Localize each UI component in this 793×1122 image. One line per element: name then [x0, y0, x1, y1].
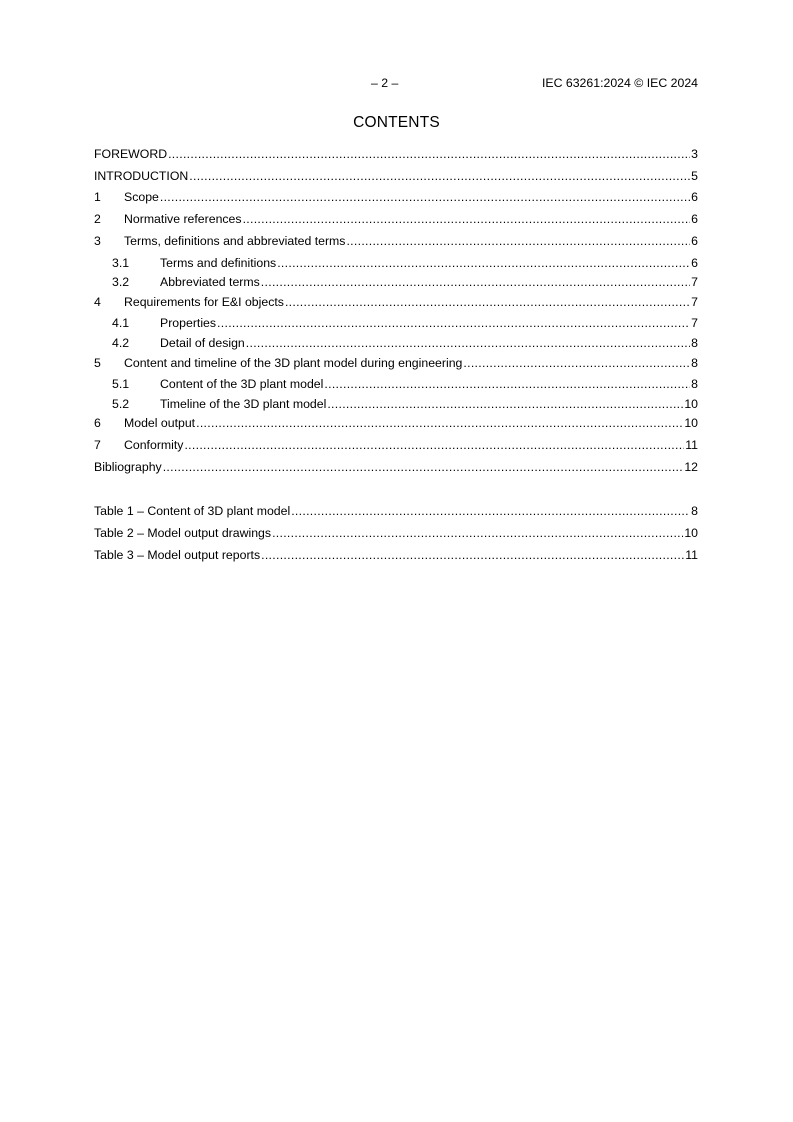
page-header	[94, 76, 698, 92]
toc-entry-model-output[interactable]: 6 Model output ..... 10	[94, 415, 698, 431]
toc-entry-content-of-model[interactable]: 5.1 Content of the 3D plant model ..... 8	[94, 376, 698, 392]
toc-entry-normative-references[interactable]: 2 Normative references ..... 6	[94, 211, 698, 227]
toc-entry-detail-of-design[interactable]: 4.2 Detail of design ..... 8	[94, 335, 698, 351]
toc-entry-content-and-timeline[interactable]: 5 Content and timeline of the 3D plant model during engineering ..... 8	[94, 355, 698, 371]
toc-entry-timeline-of-model[interactable]: 5.2 Timeline of the 3D plant model ..... 10	[94, 396, 698, 412]
toc-entry-terms-and-definitions[interactable]: 3.1 Terms and definitions ..... 6	[94, 255, 698, 271]
page-number: – 2 –	[371, 76, 399, 90]
toc-entry-bibliography[interactable]: Bibliography ..... 12	[94, 459, 698, 475]
toc-entry-properties[interactable]: 4.1 Properties ..... 7	[94, 315, 698, 331]
toc-entry-scope[interactable]: 1 Scope ..... 6	[94, 189, 698, 205]
table-list-entry[interactable]: Table 1 – Content of 3D plant model ..... 8	[94, 503, 698, 519]
table-list-entry[interactable]: Table 3 – Model output reports ..... 11	[94, 547, 698, 563]
table-list-entry[interactable]: Table 2 – Model output drawings ..... 10	[94, 525, 698, 541]
page-title: CONTENTS	[353, 114, 440, 131]
toc-entry-requirements[interactable]: 4 Requirements for E&I objects ..... 7	[94, 294, 698, 310]
document-id: IEC 63261:2024 © IEC 2024	[541, 76, 698, 90]
toc-entry-conformity[interactable]: 7 Conformity ..... 11	[94, 437, 698, 453]
toc-entry-abbreviated-terms[interactable]: 3.2 Abbreviated terms ..... 7	[94, 274, 698, 290]
toc-entry-terms[interactable]: 3 Terms, definitions and abbreviated terms ..... 6	[94, 233, 698, 249]
toc-entry-foreword[interactable]: FOREWORD ..... 3	[94, 146, 698, 162]
toc-entry-introduction[interactable]: INTRODUCTION ..... 5	[94, 168, 698, 184]
